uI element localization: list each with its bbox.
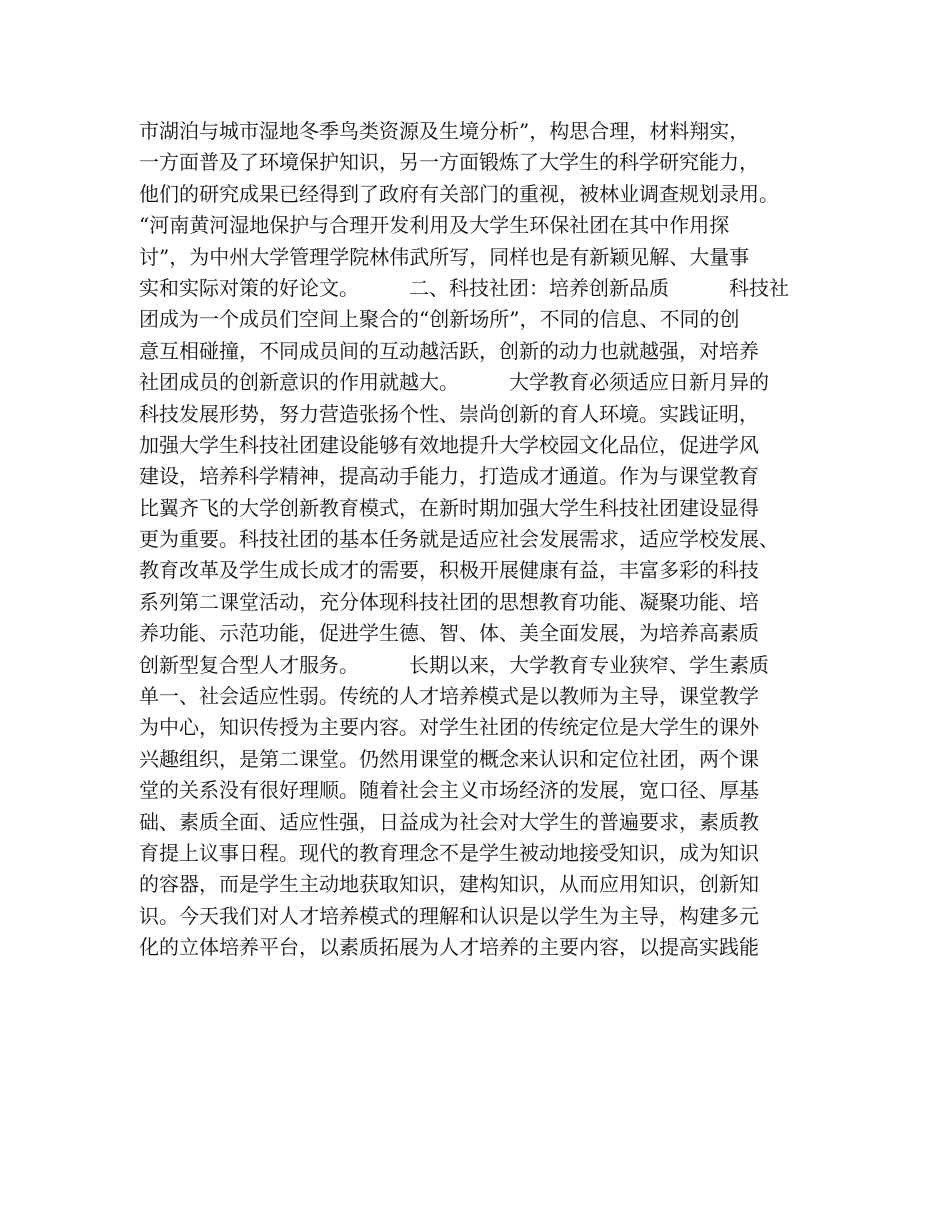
text-line: 实和实际对策的好论文。 二、科技社团：培养创新品质 科技社	[139, 275, 789, 300]
text-line: 养功能、示范功能，促进学生德、智、体、美全面发展，为培养高素质	[139, 621, 759, 646]
text-line: 化的立体培养平台，以素质拓展为人才培养的主要内容，以提高实践能	[139, 935, 759, 960]
text-line: 市湖泊与城市湿地冬季鸟类资源及生境分析”，构思合理，材料翔实，	[139, 119, 750, 143]
text-line: “河南黄河湿地保护与合理开发利用及大学生环保社团在其中作用探	[139, 213, 730, 238]
text-line: 的容器，而是学生主动地获取知识，建构知识，从而应用知识，创新知	[139, 872, 759, 897]
text-line: 础、素质全面、适应性强，日益成为社会对大学生的普遍要求，素质教	[139, 809, 759, 834]
text-line: 科技发展形势，努力营造张扬个性、崇尚创新的育人环境。实践证明，	[139, 401, 759, 426]
text-line: 意互相碰撞，不同成员间的互动越活跃，创新的动力也就越强，对培养	[139, 338, 759, 363]
text-line: 比翼齐飞的大学创新教育模式，在新时期加强大学生科技社团建设显得	[139, 495, 759, 520]
text-line: 识。今天我们对人才培养模式的理解和认识是以学生为主导，构建多元	[139, 903, 759, 928]
text-line: 育提上议事日程。现代的教育理念不是学生被动地接受知识，成为知识	[139, 840, 759, 865]
body-text	[139, 116, 819, 964]
text-line: 一方面普及了环境保护知识，另一方面锻炼了大学生的科学研究能力，	[139, 150, 759, 175]
text-line: 兴趣组织，是第二课堂。仍然用课堂的概念来认识和定位社团，两个课	[139, 746, 759, 771]
text-line: 教育改革及学生成长成才的需要，积极开展健康有益，丰富多彩的科技	[139, 558, 759, 583]
text-line: 讨”，为中州大学管理学院林伟武所写，同样也是有新颖见解、大量事	[139, 244, 750, 269]
text-line: 创新型复合型人才服务。 长期以来，大学教育专业狭窄、学生素质	[139, 652, 769, 677]
text-line: 更为重要。科技社团的基本任务就是适应社会发展需求，适应学校发展、	[139, 527, 779, 552]
text-line: 单一、社会适应性弱。传统的人才培养模式是以教师为主导，课堂教学	[139, 684, 759, 709]
text-line: 团成为一个成员们空间上聚合的“创新场所”，不同的信息、不同的创	[139, 307, 740, 332]
text-line: 系列第二课堂活动，充分体现科技社团的思想教育功能、凝聚功能、培	[139, 589, 759, 614]
text-line: 为中心，知识传授为主要内容。对学生社团的传统定位是大学生的课外	[139, 715, 759, 740]
text-line: 他们的研究成果已经得到了政府有关部门的重视，被林业调查规划录用。	[139, 181, 779, 206]
text-line: 建设，培养科学精神，提高动手能力，打造成才通道。作为与课堂教育	[139, 464, 759, 489]
text-line: 堂的关系没有很好理顺。随着社会主义市场经济的发展，宽口径、厚基	[139, 778, 759, 803]
text-line: 社团成员的创新意识的作用就越大。 大学教育必须适应日新月异的	[139, 370, 769, 395]
text-line: 加强大学生科技社团建设能够有效地提升大学校园文化品位，促进学风	[139, 432, 759, 457]
